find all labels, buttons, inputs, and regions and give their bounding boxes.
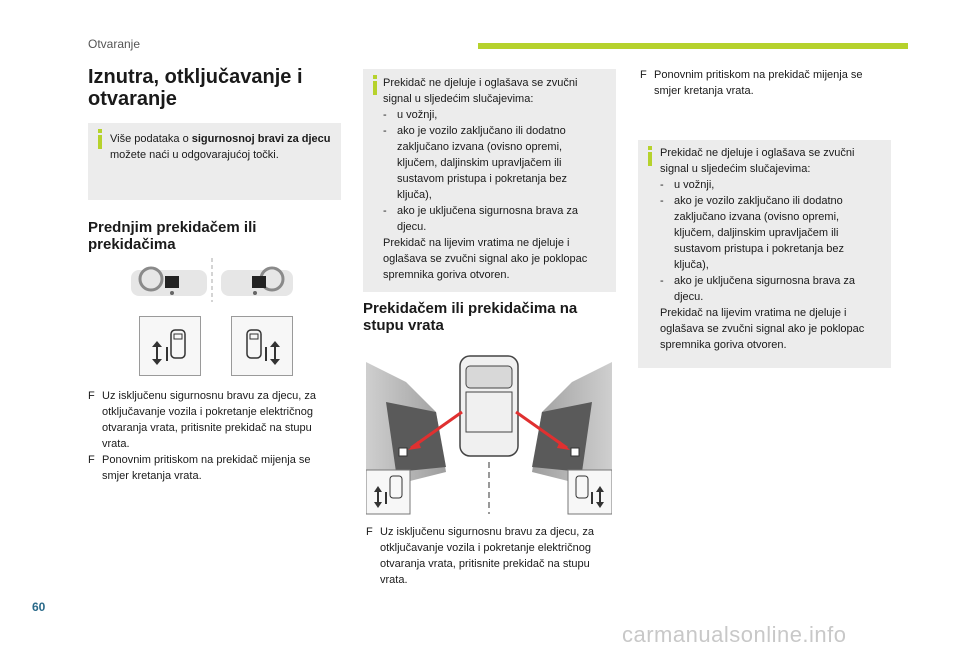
dashboard-switch-illustration xyxy=(123,258,293,302)
info-icon-bar xyxy=(648,152,652,166)
subtitle-pillar-switch: Prekidačem ili prekidačima na stupu vrata xyxy=(363,300,578,334)
list-item: F Ponovnim pritiskom na prekidač mijenja se xyxy=(88,454,311,466)
info-text: Prekidač ne djeluje i oglašava se zvučni signal u sljedećim slučajevima: - u vožnji, - ako je vozilo zaključano ili dodatno zaključano izvana (ovisno opremi, ključem, daljinskim upravljačem ili sustavom pristupa i pokretanja bez ključa), - ako je uključena sigurnosna brava za djecu. Prekidač na lijevim vratima ne djeluje i oglašava se zvučni signal ako je poklopac spremnika goriva otvoren. xyxy=(660,147,865,351)
warning-info-box xyxy=(363,69,616,292)
watermark-text: carmanualsonline.info xyxy=(622,622,847,647)
list-item: F Uz isključenu sigurnosnu bravu za djecu, za xyxy=(88,390,317,402)
info-text: Prekidač ne djeluje i oglašava se zvučni signal u sljedećim slučajevima: - u vožnji, - ako je vozilo zaključano ili dodatno zaključano izvana (ovisno opremi, ključem, daljinskim upravljačem ili sustavom pristupa i pokretanja bez ključa), - ako je uključena sigurnosna brava za djecu. Prekidač na lijevim vratima ne djeluje i oglašava se zvučni signal ako je poklopac spremnika goriva otvoren. xyxy=(383,77,588,281)
header-accent-bar xyxy=(478,43,908,49)
section-title: Otvaranje xyxy=(88,37,141,51)
main-title-line2: otvaranje xyxy=(88,88,177,110)
right-door-switch-icon xyxy=(231,316,293,376)
left-door-switch-icon xyxy=(139,316,201,376)
info-icon-dot xyxy=(373,75,377,79)
info-icon-bar xyxy=(98,135,102,149)
info-icon-bar xyxy=(373,81,377,95)
list-item: F Uz isključenu sigurnosnu bravu za djecu, za xyxy=(366,526,595,538)
list-item: F Ponovnim pritiskom na prekidač mijenja se xyxy=(640,69,863,81)
main-title-line1: Iznutra, otključavanje i xyxy=(88,66,303,88)
subtitle-front-switch: Prednjim prekidačem ili prekidačima xyxy=(88,219,257,253)
col3-instructions: F Ponovnim pritiskom na prekidač mijenja se smjer kretanja vrata. xyxy=(640,67,900,99)
main-title xyxy=(88,66,348,110)
van-interior-illustration xyxy=(366,352,612,516)
info-text: Više podataka o sigurnosnoj bravi za djecu možete naći u odgovarajućoj točki. xyxy=(110,133,331,161)
warning-info-box-2 xyxy=(638,140,891,368)
child-lock-info-box xyxy=(88,123,341,200)
page-number: 60 xyxy=(32,600,46,614)
info-icon-dot xyxy=(648,146,652,150)
col1-instructions: F Uz isključenu sigurnosnu bravu za djecu, za otključavanje vozila i pokretanje električnog otvaranja vrata, pritisnite prekidač na stupu vrata. F Ponovnim pritiskom na prekidač mijenja se smjer kretanja vrata. xyxy=(88,388,350,484)
child-lock-link: sigurnosnoj bravi za djecu xyxy=(191,133,331,145)
col2-instructions: F Uz isključenu sigurnosnu bravu za djecu, za otključavanje vozila i pokretanje električnog otvaranja vrata, pritisnite prekidač na stupu vrata. xyxy=(366,524,626,588)
info-icon-dot xyxy=(98,129,102,133)
